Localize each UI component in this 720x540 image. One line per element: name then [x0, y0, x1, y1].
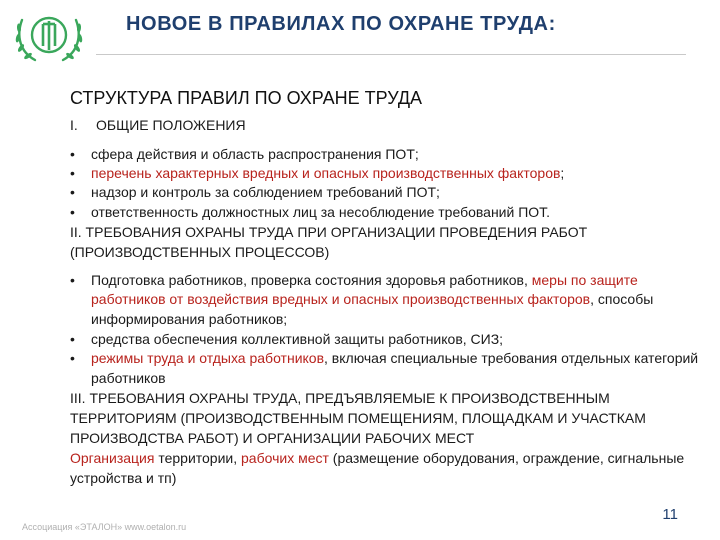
highlighted-text: режимы труда и отдыха работников [91, 350, 325, 367]
highlighted-text: рабочих мест [241, 450, 329, 467]
header-divider [96, 54, 686, 55]
section-1-label: ОБЩИЕ ПОЛОЖЕНИЯ [96, 117, 246, 133]
highlighted-text: Организация [70, 450, 155, 467]
footer-caption: Ассоциация «ЭТАЛОН» www.oetalon.ru [22, 522, 187, 532]
slide-title: НОВОЕ В ПРАВИЛАХ ПО ОХРАНЕ ТРУДА: [126, 13, 556, 35]
list-item: • Подготовка работников, проверка состояния здоровья работников, меры по защите работников от воздействия вредных и опасных производственных факторов, способы информирования работников; [70, 271, 706, 330]
section-2-list [70, 271, 706, 389]
section-1-list [70, 145, 706, 222]
section-2-heading: II. ТРЕБОВАНИЯ ОХРАНЫ ТРУДА ПРИ ОРГАНИЗАЦИИ ПРОВЕДЕНИЯ РАБОТ (ПРОИЗВОДСТВЕННЫХ ПРОЦЕССОВ) [70, 223, 588, 260]
highlighted-text: меры по защите работников от воздействия вредных и опасных производственных факторов [91, 271, 638, 308]
final-paragraph: Организация территории, рабочих мест (размещение оборудования, ограждение, сигнальные устройства и тп) [70, 450, 685, 487]
section-1-heading [70, 115, 706, 136]
highlighted-text: перечень характерных вредных и опасных производственных факторов [91, 165, 561, 182]
slide-body [70, 88, 706, 488]
association-logo-icon [14, 6, 84, 66]
list-item: • средства обеспечения коллективной защиты работников, СИЗ; [70, 330, 706, 350]
section-3-heading: III. ТРЕБОВАНИЯ ОХРАНЫ ТРУДА, ПРЕДЪЯВЛЯЕМЫЕ К ПРОИЗВОДСТВЕННЫМ ТЕРРИТОРИЯМ (ПРОИЗВОДСТВЕННЫМ ПОМЕЩЕНИЯМ, ПЛОЩАДКАМ И УЧАСТКАМ ПРОИЗВОДСТВА РАБОТ) И ОРГАНИЗАЦИИ РАБОЧИХ МЕСТ [70, 390, 646, 447]
section-1-number: I. [70, 117, 78, 133]
list-item: • надзор и контроль за соблюдением требований ПОТ; [70, 183, 706, 202]
list-item: • сфера действия и область распространения ПОТ; [70, 145, 706, 164]
content-heading: СТРУКТУРА ПРАВИЛ ПО ОХРАНЕ ТРУДА [70, 88, 423, 108]
page-number: 11 [662, 506, 678, 523]
list-item: • перечень характерных вредных и опасных производственных факторов; [70, 164, 706, 183]
list-item: • ответственность должностных лиц за несоблюдение требований ПОТ. [70, 203, 706, 222]
list-item: • режимы труда и отдыха работников, включая специальные требования отдельных категорий работников [70, 349, 706, 388]
